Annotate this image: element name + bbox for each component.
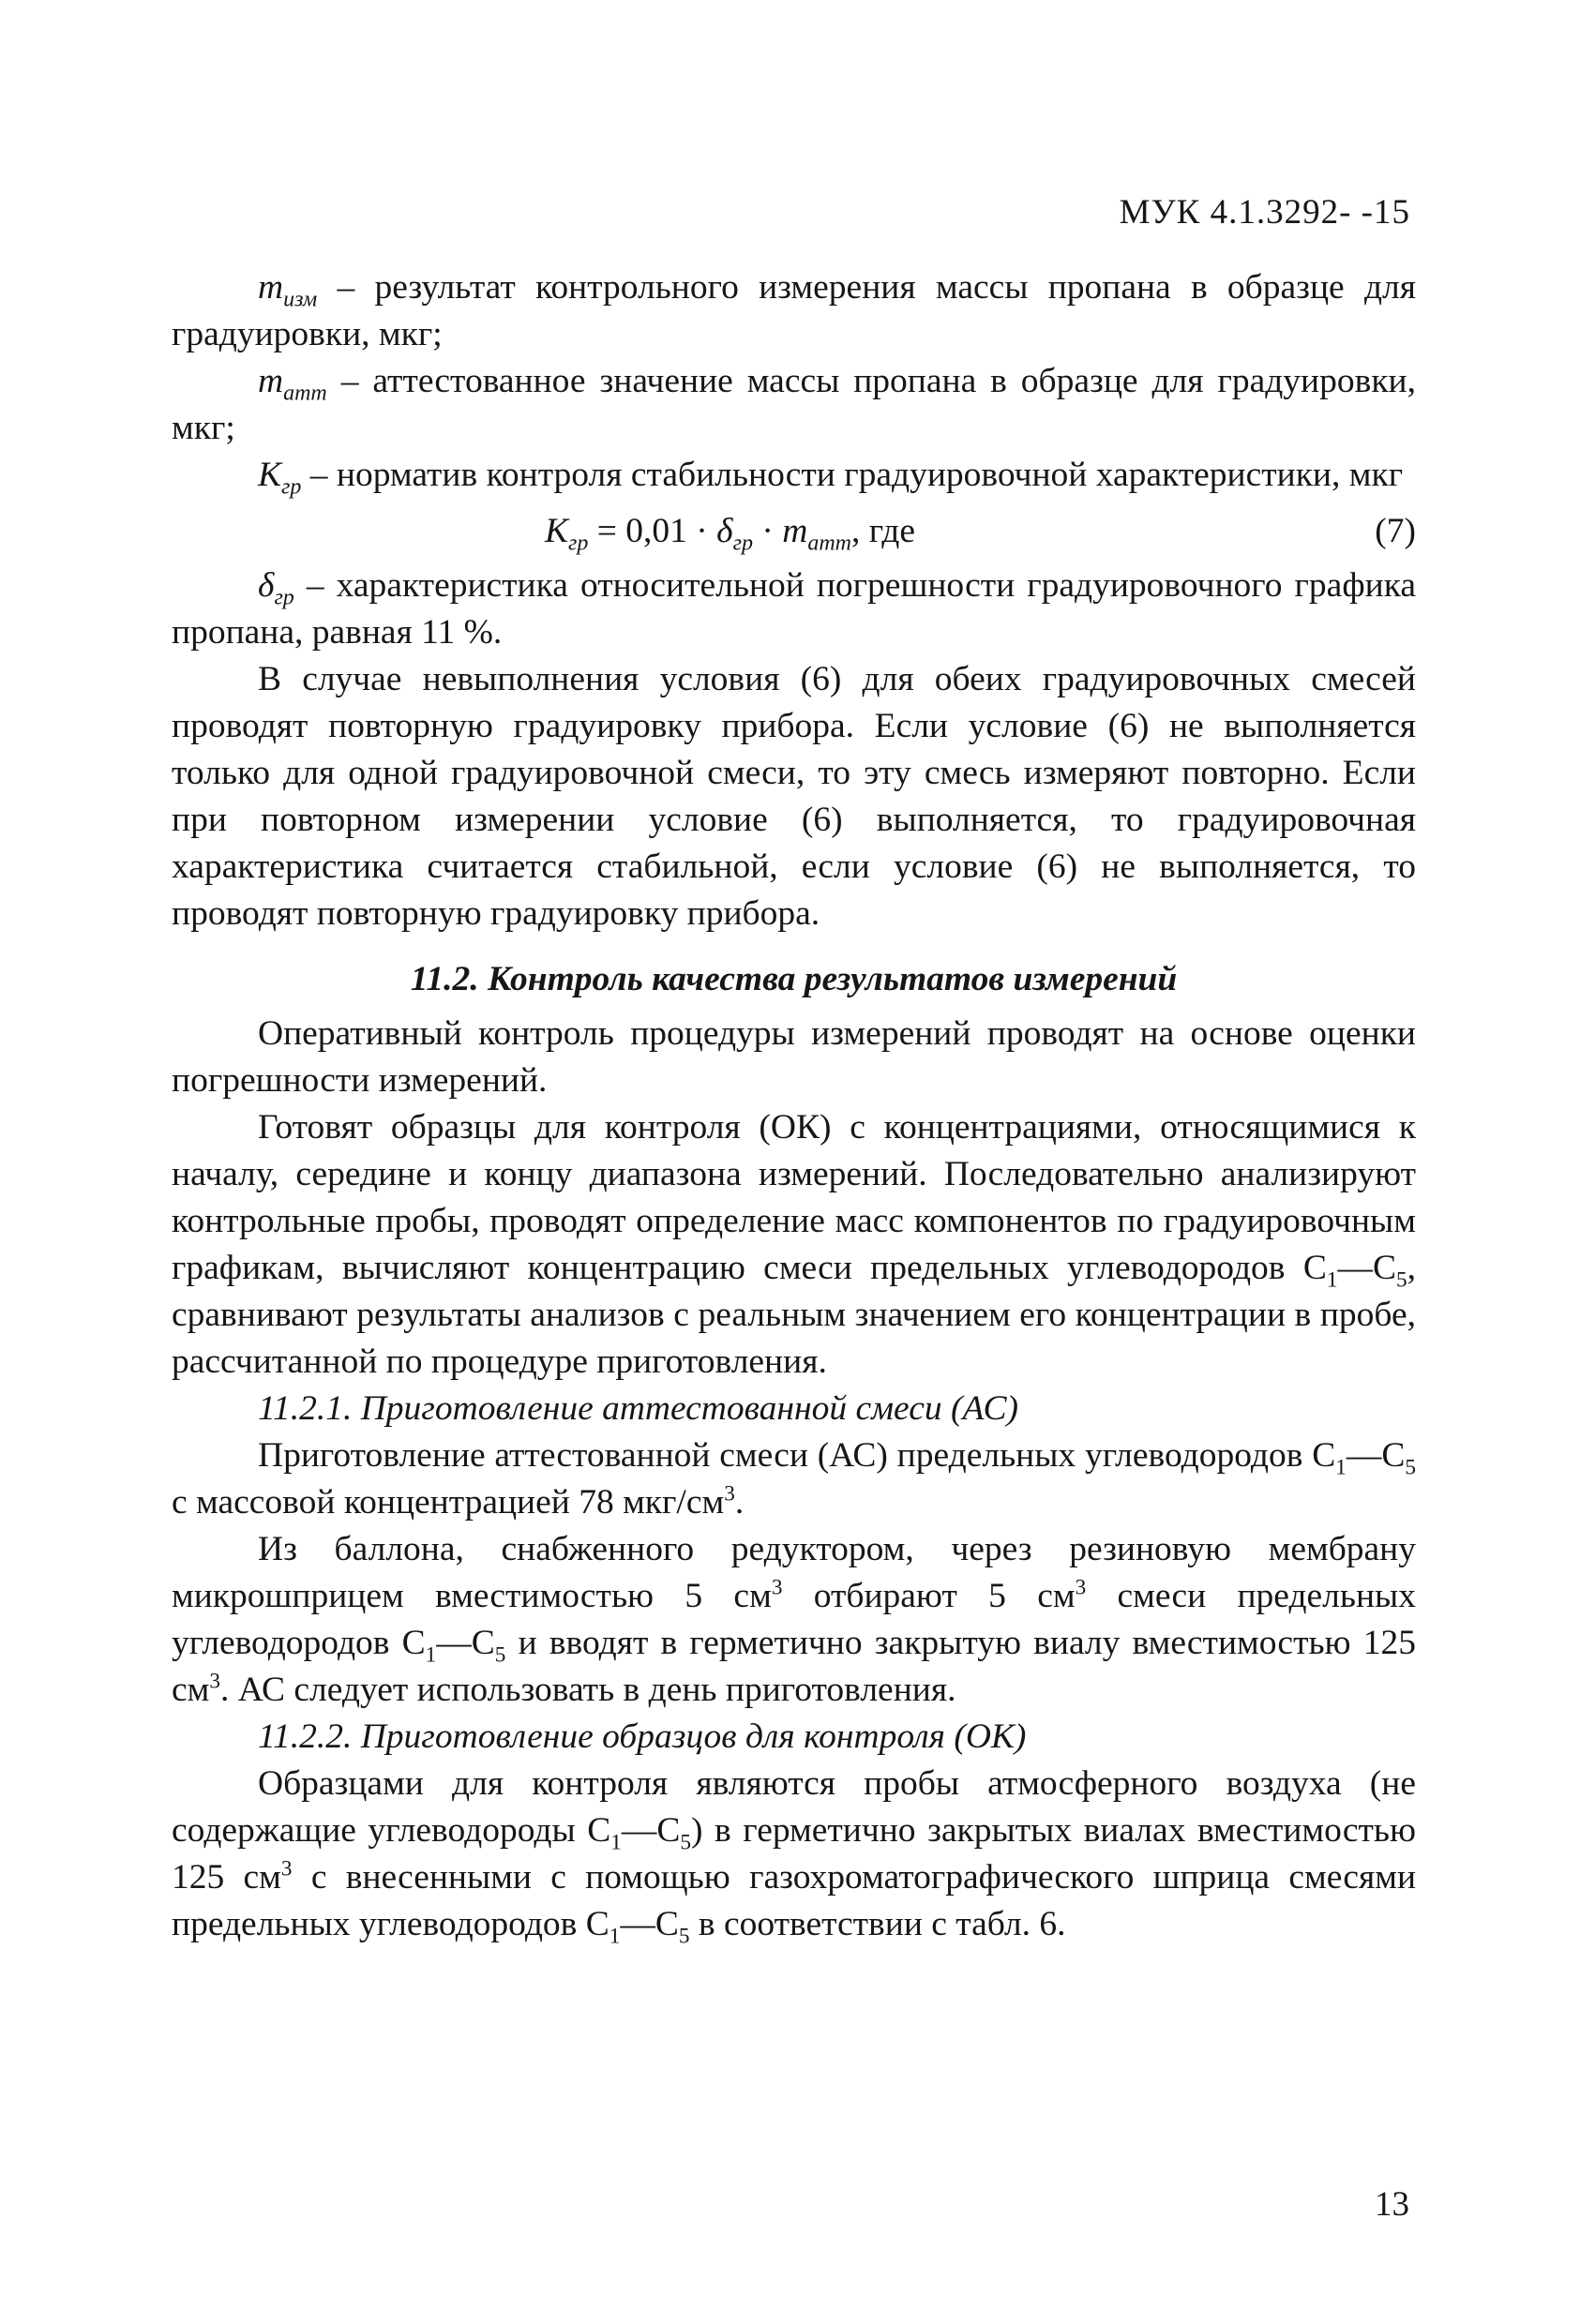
paragraph-attested-mixture: Приготовление аттестованной смеси (АС) предельных углеводородов $С_1—С_5$ с массовой концентрацией 78 мкг/$см^3$. bbox=[172, 1436, 1416, 1522]
formula-number: (7) bbox=[1375, 512, 1416, 550]
page-number: 13 bbox=[1375, 2185, 1409, 2224]
paragraph-repeat-calibration: В случае невыполнения условия (6) для обеих градуировочных смесей проводят повторную градуировку прибора. Если условие (6) не выполняется только для одной градуировочной смеси, то эту смесь измеряют повторно. Если при повторном измерении условие (6) выполняется, то градуировочная характеристика считается стабильной, если условие (6) не выполняется, то проводят повторную градуировку прибора. bbox=[172, 660, 1416, 933]
definition-delta-gr: $\delta_{гр}$ – характеристика относительной погрешности градуировочного графика пропана, равная 11 %. bbox=[172, 566, 1416, 652]
formula-expression: $K_{гр} = 0,01 \cdot \delta_{гр} \cdot m_{атт}$, где bbox=[545, 512, 915, 556]
paragraph-operative-control: Оперативный контроль процедуры измерений проводят на основе оценки погрешности измерений. bbox=[172, 1014, 1416, 1100]
document-header: МУК 4.1.3292- -15 bbox=[1119, 193, 1410, 232]
section-heading-11-2-1: 11.2.1. Приготовление аттестованной смеси (АС) bbox=[258, 1389, 1018, 1428]
section-heading-11-2-2: 11.2.2. Приготовление образцов для контроля (ОК) bbox=[258, 1717, 1027, 1756]
section-heading-11-2: 11.2. Контроль качества результатов измерений bbox=[410, 960, 1178, 998]
page-body bbox=[172, 264, 1416, 1948]
paragraph-prepare-samples: Готовят образцы для контроля (ОК) с концентрациями, относящимися к началу, середине и концу диапазона измерений. Последовательно анализируют контрольные пробы, проводят определение масс компонентов по градуировочным графикам, вычисляют концентрацию смеси предельных углеводородов $С_1—С_5$, сравнивают результаты анализов с реальным значением его концентрации в пробе, рассчитанной по процедуре приготовления. bbox=[172, 1108, 1416, 1381]
paragraph-control-samples: Образцами для контроля являются пробы атмосферного воздуха (не содержащие углеводороды $С_1—С_5$) в герметично закрытых виалах вместимостью 125 $см^3$ с внесенными с помощью газохроматографического шприца смесями предельных углеводородов $С_1—С_5$ в соответствии с табл. 6. bbox=[172, 1764, 1417, 1949]
definition-m-izm: $m_{изм}$ – результат контрольного измерения массы пропана в образце для градуировки, мкг; bbox=[172, 268, 1416, 353]
paragraph-cylinder: Из баллона, снабженного редуктором, через резиновую мембрану микрошприцем вместимостью 5 $см^3$ отбирают 5 $см^3$ смеси предельных углеводородов $С_1—С_5$ и вводят в герметично закрытую виалу вместимостью 125 $см^3$. АС следует использовать в день приготовления. bbox=[172, 1530, 1416, 1709]
definition-m-att: $m_{атт}$ – аттестованное значение массы пропана в образце для градуировки, мкг; bbox=[172, 362, 1416, 447]
formula-7 bbox=[172, 506, 1416, 557]
definition-k-gr: $K_{гр}$ – норматив контроля стабильности градуировочной характеристики, мкг bbox=[258, 456, 1404, 500]
